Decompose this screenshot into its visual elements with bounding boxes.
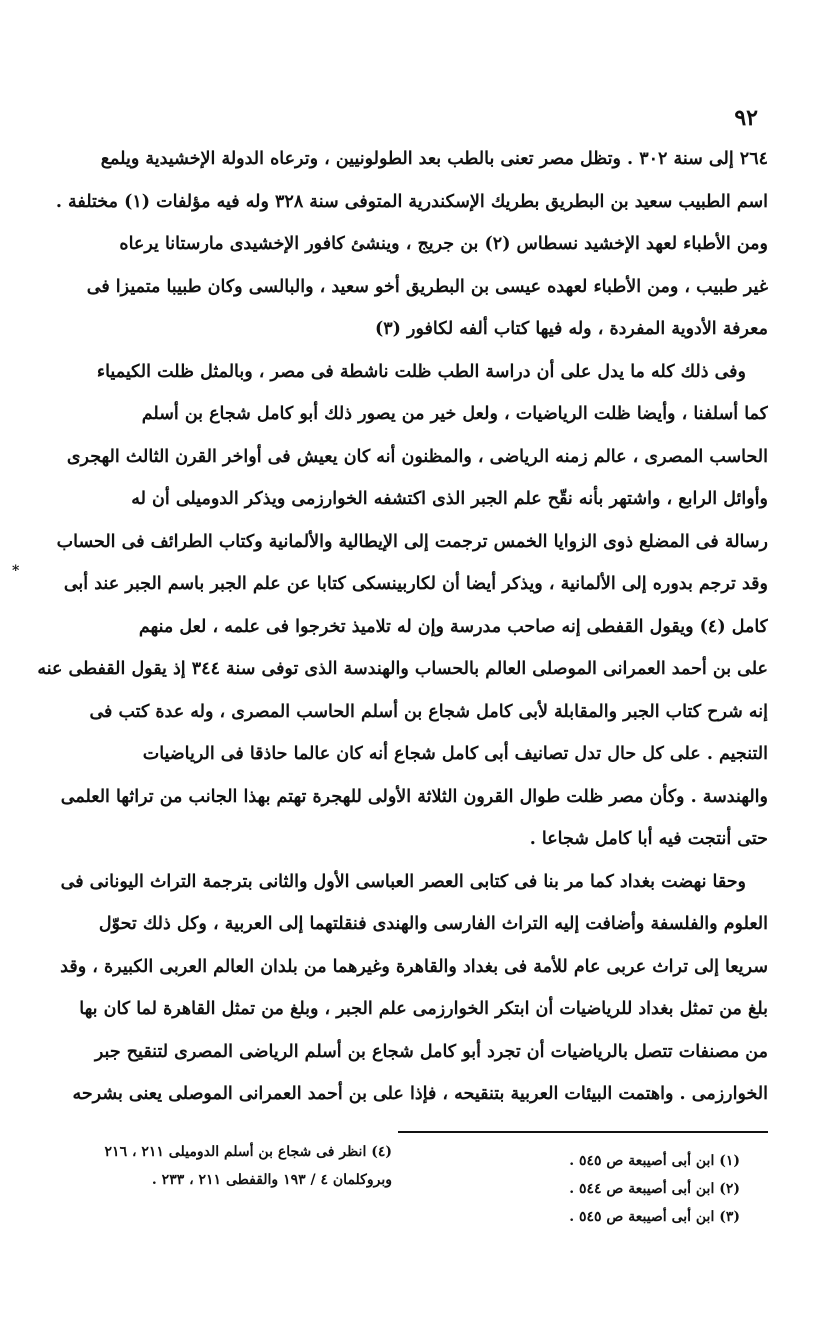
text-line: سريعا إلى تراث عربى عام للأمة فى بغداد والقاهرة وغيرهما من بلدان العالم العربى الكبيرة ، وقد	[60, 956, 768, 977]
text-line: من مصنفات تتصل بالرياضيات أن تجرد أبو كامل شجاع بن أسلم الرياضى المصرى لتنقيح جبر	[94, 1041, 768, 1062]
text-line: اسم الطبيب سعيد بن البطريق بطريك الإسكندرية المتوفى سنة ٣٢٨ وله فيه مؤلفات (١) مختلفة .	[55, 191, 768, 212]
text-line: الحاسب المصرى ، عالم زمنه الرياضى ، والمظنون أنه كان يعيش فى أواخر القرن الثالث الهجرى	[66, 446, 768, 467]
text-line: بلغ من تمثل بغداد للرياضيات أن ابتكر الخوارزمى علم الجبر ، وبلغ من تمثل القاهرة لما كان بها	[79, 999, 768, 1019]
text-line: كما أسلفنا ، وأيضا ظلت الرياضيات ، ولعل خير من يصور ذلك أبو كامل شجاع بن أسلم	[141, 404, 768, 424]
footnotes-left	[72, 1138, 392, 1194]
text-line: حتى أنتجت فيه أبا كامل شجاعا .	[529, 829, 768, 849]
text-line: كامل (٤) ويقول القفطى إنه صاحب مدرسة وإن له تلاميذ تخرجوا فى علمه ، لعل منهم	[138, 616, 768, 637]
text-line: رسالة فى المضلع ذوى الزوايا الخمس ترجمت إلى الإيطالية والألمانية وكتاب الطرائف فى الحساب	[56, 531, 768, 552]
footnote: (٤) انظر فى شجاع بن أسلم الدوميلى ٢١١ ، ٢١٦	[104, 1144, 392, 1160]
text-line: التنجيم . على كل حال تدل تصانيف أبى كامل شجاع أنه كان عالما حاذقا فى الرياضيات	[142, 744, 768, 764]
footnote: وبروكلمان ٤ / ١٩٣ والقفطى ٢١١ ، ٢٣٣ .	[151, 1172, 392, 1188]
text-line: وفى ذلك كله ما يدل على أن دراسة الطب ظلت ناشطة فى مصر ، وبالمثل ظلت الكيمياء	[96, 361, 746, 382]
text-line: غير طبيب ، ومن الأطباء لعهده عيسى بن البطريق أخو سعيد ، والبالسى وكان طبيبا متميزا فى	[86, 276, 768, 297]
text-line: ومن الأطباء لعهد الإخشيد نسطاس (٢) بن جريج ، وينشئ كافور الإخشيدى مارستانا يرعاه	[119, 234, 768, 254]
text-line: الخوارزمى . واهتمت البيئات العربية بتنقيحه ، فإذا على بن أحمد العمرانى الموصلى يعنى بشرحه	[72, 1084, 768, 1104]
text-line: وأوائل الرابع ، واشتهر بأنه نقّح علم الجبر الذى اكتشفه الخوارزمى ويذكر الدوميلى أن له	[131, 489, 768, 509]
page-number: ٩٢	[734, 105, 758, 131]
footnote: (٣) ابن أبى أصيبعة ص ٥٤٥ .	[569, 1209, 740, 1225]
text-line: العلوم والفلسفة وأضافت إليه التراث الفارسى والهندى فنقلتهما إلى العربية ، وكل ذلك تحوّل	[98, 914, 768, 934]
text-line: والهندسة . وكأن مصر ظلت طوال القرون الثلاثة الأولى للهجرة تهتم بهذا الجانب من تراثها العلمى	[60, 786, 768, 807]
text-line: إنه شرح كتاب الجبر والمقابلة لأبى كامل شجاع بن أسلم الحاسب المصرى ، وله عدة كتب فى	[89, 701, 768, 722]
text-line: وحقا نهضت بغداد كما مر بنا فى كتابى العصر العباسى الأول والثانى بترجمة التراث اليونانى فى	[60, 871, 746, 892]
body-text	[22, 138, 768, 1116]
text-line: على بن أحمد العمرانى الموصلى العالم بالحساب والهندسة الذى توفى سنة ٣٤٤ إذ يقول القفطى عنه	[37, 659, 768, 679]
footnote: (١) ابن أبى أصيبعة ص ٥٤٥ .	[569, 1153, 740, 1169]
footnote: (٢) ابن أبى أصيبعة ص ٥٤٤ .	[569, 1181, 740, 1197]
footnote-divider	[398, 1131, 768, 1133]
text-line: وقد ترجم بدوره إلى الألمانية ، ويذكر أيضا أن لكاربينسكى كتابا عن علم الجبر باسم الجبر عند أبى	[63, 574, 768, 594]
margin-marker: *	[12, 563, 20, 579]
text-line: معرفة الأدوية المفردة ، وله فيها كتاب ألفه لكافور (٣)	[374, 319, 768, 339]
footnotes-right	[410, 1147, 740, 1231]
text-line: ٢٦٤ إلى سنة ٣٠٢ . وتظل مصر تعنى بالطب بعد الطولونيين ، وترعاه الدولة الإخشيدية ويلمع	[100, 149, 768, 169]
